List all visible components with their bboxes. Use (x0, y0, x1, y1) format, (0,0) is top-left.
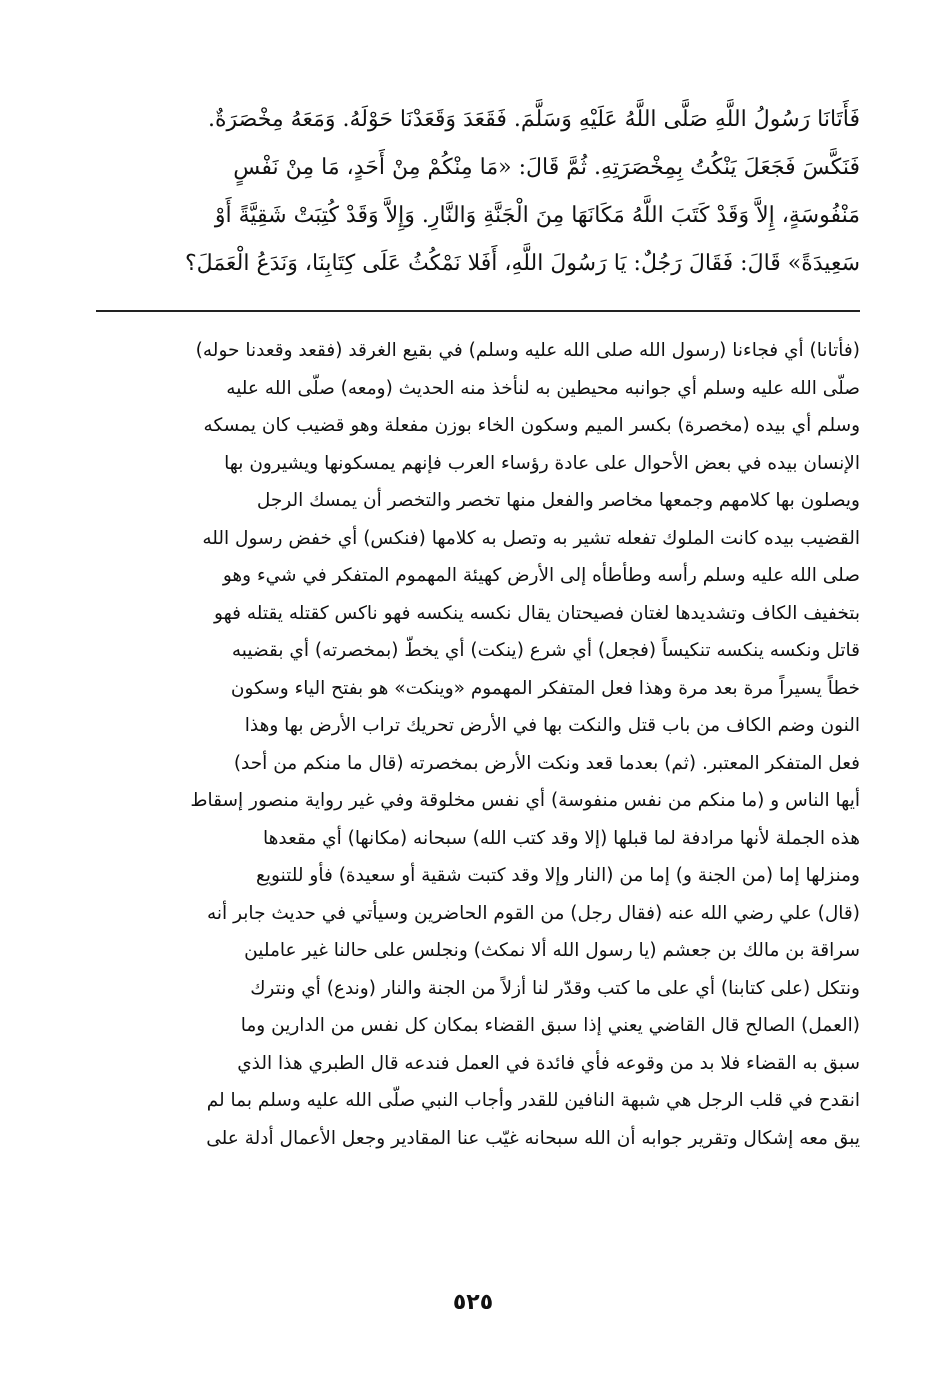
commentary-line: النون وضم الكاف من باب قتل والنكت بها في الأرض تحريك تراب الأرض بها وهذا (244, 715, 860, 736)
hadith-line: فَنَكَّسَ فَجَعَلَ يَنْكُتُ بِمِخْصَرَتِهِ. ثُمَّ قَالَ: «مَا مِنْكُمْ مِنْ أَحَدٍ، مَا مِنْ نَفْسٍ (233, 155, 860, 180)
commentary-line: يبق معه إشكال وتقرير جوابه أن الله سبحانه غيّب عنا المقادير وجعل الأعمال أدلة على (206, 1127, 860, 1149)
commentary-line: قاتل ونكسه ينكسه تنكيساً (فجعل) أي شرع (ينكت) أي يخطّ (بمخصرته) أي بقضيبه (231, 640, 860, 661)
commentary-line: أيها الناس و (ما منكم من نفس منفوسة) أي نفس مخلوقة وفي غير رواية منصور إسقاط (190, 790, 860, 811)
commentary-line: ومنزلها إما (من الجنة و) إما من (النار وإلا وقد كتبت شقية أو سعيدة) فأو للتنويع (256, 865, 860, 886)
separator-rule (96, 310, 860, 312)
commentary-line: فعل المتفكر المعتبر. (ثم) بعدما قعد ونكت الأرض بمخصرته (قال ما منكم من أحد) (233, 752, 860, 774)
commentary-line: (قال) علي رضي الله عنه (فقال رجل) من القوم الحاضرين وسيأتي في حديث جابر أنه (206, 902, 860, 924)
commentary-line: سراقة بن مالك بن جعشم (يا رسول الله ألا نمكث) ونجلس على حالنا غير عاملين (244, 940, 860, 961)
commentary-line: القضيب بيده كانت الملوك تفعله تشير به وتصل به كلامها (فنكس) أي خفض رسول الله (202, 527, 860, 549)
commentary-line: انقدح في قلب الرجل هي شبهة النافين للقدر وأجاب النبي صلّى الله عليه وسلم بما لم (206, 1090, 860, 1111)
commentary-line: بتخفيف الكاف وتشديدها لغتان فصيحتان يقال نكسه ينكسه فهو ناكس كقتله يقتله فهو (214, 602, 860, 624)
hadith-line: سَعِيدَةً» قَالَ: فَقَالَ رَجُلٌ: يَا رَسُولَ اللَّهِ، أَفَلا نَمْكُثُ عَلَى كِتَابِنَا، وَنَدَعُ الْعَمَلَ؟ (185, 251, 860, 276)
hadith-text (92, 96, 860, 288)
hadith-line: مَنْفُوسَةٍ، إِلاَّ وَقَدْ كَتَبَ اللَّهُ مَكَانَهَا مِنَ الْجَنَّةِ وَالنَّارِ. وَإِلاَّ وَقَدْ كُتِبَتْ شَقِيَّةً أَوْ (214, 203, 860, 228)
page-number: ٥٢٥ (452, 1290, 494, 1315)
commentary-line: سبق به القضاء فلا بد من وقوعه فأي فائدة في العمل فندعه قال الطبري هذا الذي (237, 1052, 860, 1074)
hadith-line: فَأَتَانَا رَسُولُ اللَّهِ صَلَّى اللَّهُ عَلَيْهِ وَسَلَّمَ. فَقَعَدَ وَقَعَدْنَا حَوْلَهُ. وَمَعَهُ مِخْصَرَةٌ. (207, 107, 860, 132)
commentary-line: خطاً يسيراً مرة بعد مرة وهذا فعل المتفكر المهموم «وينكت» هو بفتح الياء وسكون (230, 677, 860, 699)
commentary-line: ويصلون بها كلامهم وجمعها مخاصر والفعل منها تخصر والتخصر أن يمسك الرجل (256, 490, 860, 511)
commentary-line: (فأتانا) أي فجاءنا (رسول الله صلى الله عليه وسلم) في بقيع الغرقد (فقعد وقعدنا حوله) (195, 340, 860, 361)
commentary-line: الإنسان بيده في بعض الأحوال على عادة رؤساء العرب فإنهم يمسكونها ويشيرون بها (224, 452, 860, 474)
commentary-text (92, 332, 860, 1157)
commentary-line: ونتكل (على كتابنا) أي على ما كتب وقدّر لنا أزلاً من الجنة والنار (وندع) أي ونترك (250, 977, 860, 999)
commentary-line: هذه الجملة لأنها مرادفة لما قبلها (إلا وقد كتب الله) سبحانه (مكانها) أي مقعدها (262, 827, 860, 849)
commentary-line: وسلم أي بيده (مخصرة) بكسر الميم وسكون الخاء بوزن مفعلة وهو قضيب كان يمسكه (203, 415, 860, 436)
commentary-line: صلى الله عليه وسلم رأسه وطأطأه إلى الأرض كهيئة المهموم المتفكر في شيء وهو (222, 565, 860, 586)
commentary-line: صلّى الله عليه وسلم أي جوانبه محيطين به لنأخذ منه الحديث (ومعه) صلّى الله عليه (226, 377, 860, 399)
commentary-line: (العمل) الصالح قال القاضي يعني إذا سبق القضاء بمكان كل نفس من الدارين وما (240, 1015, 860, 1036)
